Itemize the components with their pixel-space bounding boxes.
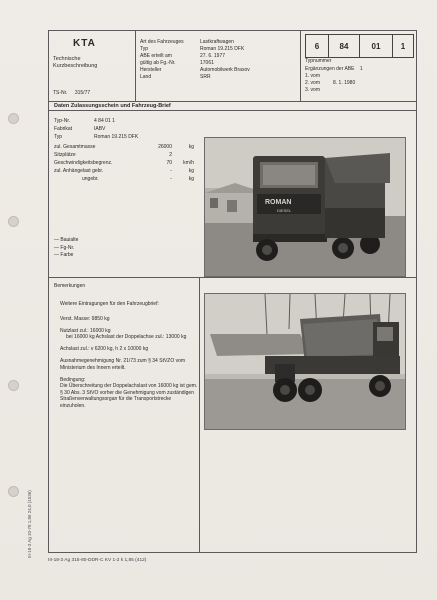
section-title: Daten Zulassungsschein und Fahrzeug-Brief <box>49 101 416 111</box>
remarks-paragraph: Ausnahmegenehmigung Nr. 21/73 zum § 34 StVZO vom Ministerium des Innern erteilt. <box>60 358 186 371</box>
punch-hole <box>8 216 19 227</box>
remarks-heading: Weitere Eintragungen für den Fahrzeugbrief: <box>60 301 159 307</box>
remarks-text <box>60 301 198 415</box>
grille-badge: ROMAN <box>265 199 292 206</box>
punch-hole <box>8 380 19 391</box>
ergaenzung-row: 2. vom 8. 1. 1980 <box>305 80 356 86</box>
typnummer-label: Typnummer <box>305 58 332 64</box>
registration-data-section <box>49 101 416 277</box>
tech-row: Fabrikat IABV <box>54 125 106 132</box>
legend-item: — Farbe <box>54 252 74 258</box>
punch-hole <box>8 113 19 124</box>
code-cell: 84 <box>329 35 360 57</box>
truck-front-photo <box>204 137 406 277</box>
ts-number: TS-Nr. 315/77 <box>53 90 91 96</box>
header-left <box>49 31 136 101</box>
tech-row: Typ-Nr. 4 84 01 1 <box>54 118 115 124</box>
side-print-code: III-18-3 Ag 10-78 1,86 24,0 (1536) <box>27 490 32 558</box>
ergaenzungen: Ergänzungen der ABE 1 1. vom 2. vom 8. 1. 1980 3. vom <box>305 66 413 94</box>
subtitle-line: Kurzbeschreibung <box>53 63 98 69</box>
remarks-column <box>49 278 200 553</box>
tech-data <box>54 118 194 183</box>
truck-side-image <box>205 294 405 429</box>
legend-list <box>54 237 78 260</box>
header <box>49 31 416 102</box>
remarks-paragraph: Bedingung: <box>60 376 86 383</box>
code-cell: 01 <box>360 35 393 57</box>
remarks-title: Bemerkungen <box>54 283 86 289</box>
legend-item: — Bauialte <box>54 237 79 243</box>
info-row: gültig ab Fg.-Nr. 17061 <box>140 60 214 67</box>
legend-item: — Fg-Nr. <box>54 244 75 251</box>
spec-row: zul. Gesamtmasse 26000 kg <box>54 144 194 151</box>
info-row: Art des Fahrzeuges Lastkraftwagen <box>140 39 234 45</box>
punch-hole <box>8 486 19 497</box>
spec-row: Sitzplätze 2 <box>54 152 172 159</box>
info-row: Hersteller Automobilwerk Brasov <box>140 67 250 74</box>
vehicle-info <box>140 39 300 82</box>
info-row: Land SRR <box>140 74 211 81</box>
remarks-paragraph: Achslast zul.: v 6200 kg, h 2 x 10000 kg <box>60 346 149 352</box>
remarks-paragraph: bei 16000 kg Achslast der Doppelachse zul.: 13000 kg <box>66 334 187 340</box>
document-frame <box>48 30 417 553</box>
truck-side-photo <box>204 293 406 430</box>
tech-row: Typ Roman 19.215 DFK <box>54 133 139 140</box>
ergaenzung-row: 3. vom <box>305 87 321 93</box>
remarks-paragraph: Die Überschreitung der Doppelachslast von 16000 kg ist gem. § 30 Abs. 3 StVO vorher die Genehmigung vom zuständigen Straßenverwaltungsorgan für die Transportstrecke einzuholen. <box>60 383 198 409</box>
header-right <box>300 31 417 101</box>
remarks-paragraph: Verst. Masse: 9850 kg <box>60 315 110 322</box>
footer-print-code: III-18-3 Ag 315-80-DDR-C KV 1-2 k 1,85 (412) <box>48 558 147 563</box>
remarks-section <box>49 277 416 553</box>
ergaenzung-row: 1. vom <box>305 73 321 79</box>
code-cell: 6 <box>306 35 329 57</box>
spec-row: ungebr. - kg <box>82 175 194 182</box>
remarks-paragraph: Nutzlast zul.: 16000 kg <box>60 327 111 334</box>
grille-badge: DIESEL <box>277 208 292 213</box>
spec-row: Geschwindigkeitsbegrenz. 70 km/h <box>54 159 194 166</box>
spec-row: zul. Anhängelast gebr. - kg <box>54 167 194 174</box>
info-row: Typ Roman 19.215 DFK <box>140 46 245 53</box>
code-cell: 1 <box>400 41 406 51</box>
subtitle-line: Technische <box>53 56 81 62</box>
info-row: ABE erteilt am 27. 6. 1977 <box>140 53 226 60</box>
truck-front-image <box>205 138 405 276</box>
type-code-box <box>305 34 414 58</box>
kta-title: KTA <box>73 38 96 49</box>
